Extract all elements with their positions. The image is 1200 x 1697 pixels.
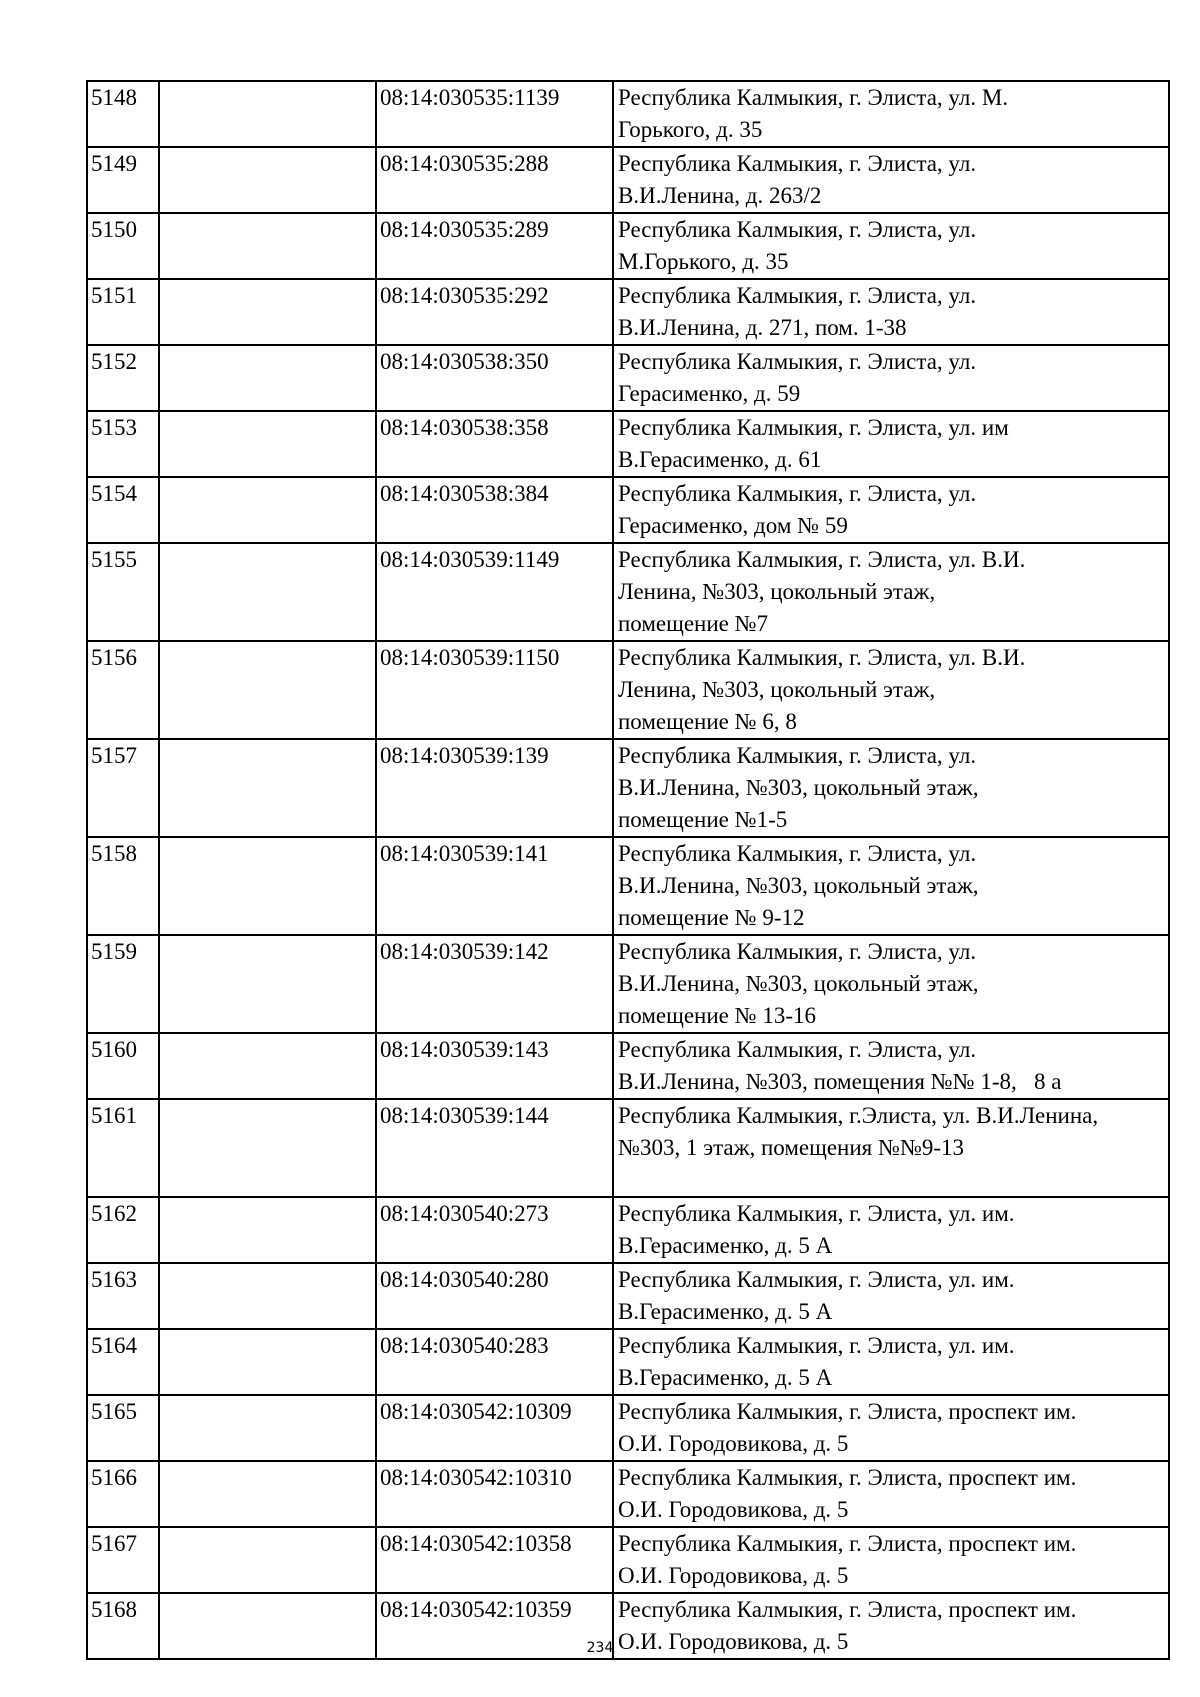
address-line: В.Герасименко, д. 61 [618, 447, 822, 472]
cadastral-number-cell: 08:14:030535:292 [376, 279, 613, 345]
cadastral-number-cell: 08:14:030539:142 [376, 935, 613, 1033]
address-line: Герасименко, д. 59 [618, 381, 801, 406]
address-cell [613, 1263, 1169, 1329]
address-line: Республика Калмыкия, г. Элиста, ул. М. [618, 85, 1009, 110]
cadastral-number-cell: 08:14:030535:288 [376, 147, 613, 213]
empty-cell [159, 739, 376, 837]
address-line: Республика Калмыкия, г. Элиста, ул. им. [618, 1201, 1015, 1226]
row-number-cell: 5161 [87, 1099, 159, 1197]
empty-cell [159, 279, 376, 345]
page-number: 234 [586, 1640, 614, 1656]
table-row [87, 1033, 1169, 1099]
property-table [86, 80, 1170, 1660]
row-number-cell: 5151 [87, 279, 159, 345]
address-cell [613, 1329, 1169, 1395]
table-row [87, 837, 1169, 935]
table-row [87, 279, 1169, 345]
address-line: В.И.Ленина, д. 271, пом. 1-38 [618, 315, 907, 340]
empty-cell [159, 147, 376, 213]
address-cell [613, 477, 1169, 543]
cadastral-number-cell: 08:14:030535:1139 [376, 81, 613, 147]
empty-cell [159, 1263, 376, 1329]
row-number-cell: 5167 [87, 1527, 159, 1593]
row-number-cell: 5148 [87, 81, 159, 147]
row-number-cell: 5154 [87, 477, 159, 543]
table-row [87, 1263, 1169, 1329]
empty-cell [159, 1527, 376, 1593]
address-cell [613, 1461, 1169, 1527]
address-line: Республика Калмыкия, г. Элиста, ул. [618, 481, 977, 506]
address-line: Республика Калмыкия, г.Элиста, ул. В.И.Ленина, [618, 1103, 1099, 1128]
cadastral-number-cell: 08:14:030539:141 [376, 837, 613, 935]
empty-cell [159, 1197, 376, 1263]
address-cell [613, 1033, 1169, 1099]
address-cell [613, 641, 1169, 739]
address-line: Республика Калмыкия, г. Элиста, проспект им. [618, 1531, 1077, 1556]
address-line: В.И.Ленина, №303, помещения №№ 1-8, 8 а [618, 1069, 1062, 1094]
address-line: Республика Калмыкия, г. Элиста, ул. [618, 283, 977, 308]
address-line: Ленина, №303, цокольный этаж, [618, 677, 936, 702]
cadastral-number-cell: 08:14:030539:143 [376, 1033, 613, 1099]
address-line: Республика Калмыкия, г. Элиста, проспект им. [618, 1465, 1077, 1490]
row-number-cell: 5163 [87, 1263, 159, 1329]
empty-cell [159, 1033, 376, 1099]
cadastral-number-cell: 08:14:030538:358 [376, 411, 613, 477]
cadastral-number-cell: 08:14:030538:350 [376, 345, 613, 411]
address-line: помещение № 13-16 [618, 1003, 816, 1028]
address-line: Республика Калмыкия, г. Элиста, ул. им [618, 415, 1009, 440]
row-number-cell: 5152 [87, 345, 159, 411]
table-row [87, 935, 1169, 1033]
address-line: В.Герасименко, д. 5 А [618, 1365, 833, 1390]
cadastral-number-cell: 08:14:030542:10310 [376, 1461, 613, 1527]
table-row [87, 1099, 1169, 1197]
address-line: Республика Калмыкия, г. Элиста, ул. [618, 743, 977, 768]
address-cell [613, 1099, 1169, 1197]
table-body [87, 81, 1169, 1659]
address-cell [613, 147, 1169, 213]
address-line: Республика Калмыкия, г. Элиста, проспект им. [618, 1399, 1077, 1424]
address-cell [613, 543, 1169, 641]
table-row [87, 1197, 1169, 1263]
address-line: Республика Калмыкия, г. Элиста, ул. [618, 841, 977, 866]
empty-cell [159, 1099, 376, 1197]
address-line: Республика Калмыкия, г. Элиста, ул. В.И. [618, 645, 1026, 670]
table-row [87, 641, 1169, 739]
table-row [87, 411, 1169, 477]
address-line: В.И.Ленина, №303, цокольный этаж, [618, 873, 979, 898]
row-number-cell: 5158 [87, 837, 159, 935]
address-cell [613, 1395, 1169, 1461]
address-line: Республика Калмыкия, г. Элиста, ул. В.И. [618, 547, 1026, 572]
empty-cell [159, 477, 376, 543]
address-line: О.И. Городовикова, д. 5 [618, 1563, 849, 1588]
address-line: №303, 1 этаж, помещения №№9-13 [618, 1135, 965, 1160]
address-line: Горького, д. 35 [618, 117, 763, 142]
address-line: М.Горького, д. 35 [618, 249, 789, 274]
empty-cell [159, 543, 376, 641]
cadastral-number-cell: 08:14:030535:289 [376, 213, 613, 279]
address-line: Республика Калмыкия, г. Элиста, ул. [618, 217, 977, 242]
table-row [87, 1329, 1169, 1395]
row-number-cell: 5157 [87, 739, 159, 837]
address-line [618, 1164, 1167, 1196]
row-number-cell: 5164 [87, 1329, 159, 1395]
table-row [87, 1395, 1169, 1461]
address-line: В.И.Ленина, д. 263/2 [618, 183, 822, 208]
address-line: Республика Калмыкия, г. Элиста, ул. [618, 151, 977, 176]
empty-cell [159, 1329, 376, 1395]
address-line: О.И. Городовикова, д. 5 [618, 1497, 849, 1522]
address-line: Республика Калмыкия, г. Элиста, ул. [618, 1037, 977, 1062]
address-cell [613, 837, 1169, 935]
table-row [87, 1527, 1169, 1593]
row-number-cell: 5160 [87, 1033, 159, 1099]
address-cell [613, 279, 1169, 345]
address-line: Ленина, №303, цокольный этаж, [618, 579, 936, 604]
address-cell [613, 739, 1169, 837]
address-line: В.Герасименко, д. 5 А [618, 1299, 833, 1324]
table-row [87, 739, 1169, 837]
address-line: помещение № 9-12 [618, 905, 805, 930]
empty-cell [159, 1461, 376, 1527]
table-row [87, 147, 1169, 213]
empty-cell [159, 1395, 376, 1461]
row-number-cell: 5165 [87, 1395, 159, 1461]
empty-cell [159, 345, 376, 411]
row-number-cell: 5159 [87, 935, 159, 1033]
cadastral-number-cell: 08:14:030542:10358 [376, 1527, 613, 1593]
cadastral-number-cell: 08:14:030540:273 [376, 1197, 613, 1263]
row-number-cell: 5168 [87, 1593, 159, 1659]
address-line: В.И.Ленина, №303, цокольный этаж, [618, 971, 979, 996]
table-row [87, 213, 1169, 279]
address-cell [613, 411, 1169, 477]
address-line: Республика Калмыкия, г. Элиста, ул. им. [618, 1267, 1015, 1292]
cadastral-number-cell: 08:14:030538:384 [376, 477, 613, 543]
table-row [87, 543, 1169, 641]
cadastral-number-cell: 08:14:030540:280 [376, 1263, 613, 1329]
address-line: О.И. Городовикова, д. 5 [618, 1629, 849, 1654]
empty-cell [159, 81, 376, 147]
cadastral-number-cell: 08:14:030539:1149 [376, 543, 613, 641]
address-cell [613, 81, 1169, 147]
empty-cell [159, 641, 376, 739]
cadastral-number-cell: 08:14:030539:139 [376, 739, 613, 837]
row-number-cell: 5156 [87, 641, 159, 739]
cadastral-number-cell: 08:14:030540:283 [376, 1329, 613, 1395]
cadastral-number-cell: 08:14:030539:144 [376, 1099, 613, 1197]
address-line: Герасименко, дом № 59 [618, 513, 848, 538]
table-row [87, 345, 1169, 411]
address-cell [613, 1197, 1169, 1263]
row-number-cell: 5153 [87, 411, 159, 477]
cadastral-number-cell: 08:14:030542:10359 [376, 1593, 613, 1659]
cadastral-number-cell: 08:14:030542:10309 [376, 1395, 613, 1461]
address-line: В.Герасименко, д. 5 А [618, 1233, 833, 1258]
address-line: помещение №7 [618, 611, 769, 636]
row-number-cell: 5166 [87, 1461, 159, 1527]
address-cell [613, 345, 1169, 411]
address-line: помещение № 6, 8 [618, 709, 797, 734]
address-line: помещение №1-5 [618, 807, 788, 832]
empty-cell [159, 213, 376, 279]
empty-cell [159, 411, 376, 477]
table-row [87, 1461, 1169, 1527]
address-cell [613, 213, 1169, 279]
empty-cell [159, 837, 376, 935]
address-cell [613, 1527, 1169, 1593]
row-number-cell: 5149 [87, 147, 159, 213]
row-number-cell: 5150 [87, 213, 159, 279]
empty-cell [159, 935, 376, 1033]
table-row [87, 81, 1169, 147]
cadastral-number-cell: 08:14:030539:1150 [376, 641, 613, 739]
address-line: Республика Калмыкия, г. Элиста, ул. [618, 349, 977, 374]
address-line: Республика Калмыкия, г. Элиста, проспект им. [618, 1597, 1077, 1622]
address-line: Республика Калмыкия, г. Элиста, ул. им. [618, 1333, 1015, 1358]
address-line: Республика Калмыкия, г. Элиста, ул. [618, 939, 977, 964]
address-cell [613, 935, 1169, 1033]
address-line: В.И.Ленина, №303, цокольный этаж, [618, 775, 979, 800]
row-number-cell: 5155 [87, 543, 159, 641]
address-line: О.И. Городовикова, д. 5 [618, 1431, 849, 1456]
table-row [87, 477, 1169, 543]
row-number-cell: 5162 [87, 1197, 159, 1263]
